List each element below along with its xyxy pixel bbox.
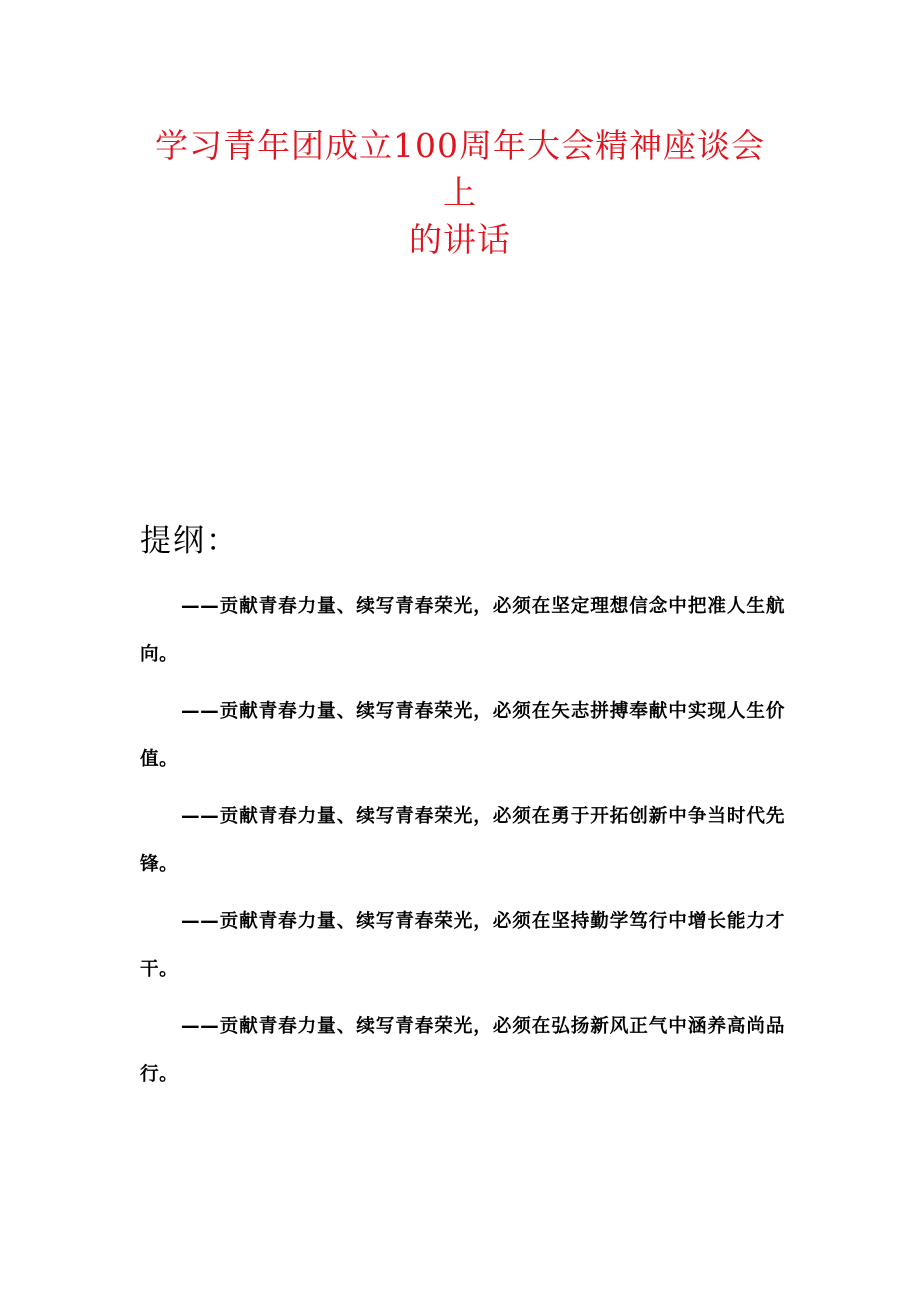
outline-item-1: ——贡献青春力量、续写青春荣光，必须在坚定理想信念中把准人生航向。 xyxy=(140,596,785,665)
outline-heading: 提纲： xyxy=(140,523,239,559)
outline-list xyxy=(140,583,785,1108)
title-line-1: 学习青年团成立100周年大会精神座谈会 xyxy=(155,126,765,165)
title-line-3: 的讲话 xyxy=(409,220,511,259)
outline-item-2: ——贡献青春力量、续写青春荣光，必须在矢志拼搏奉献中实现人生价值。 xyxy=(140,701,785,770)
title-line-2: 上 xyxy=(443,173,477,212)
outline-item-4: ——贡献青春力量、续写青春荣光，必须在坚持勤学笃行中增长能力才干。 xyxy=(140,911,785,980)
outline-item-3: ——贡献青春力量、续写青春荣光，必须在勇于开拓创新中争当时代先锋。 xyxy=(140,806,785,875)
outline-item-5: ——贡献青春力量、续写青春荣光，必须在弘扬新风正气中涵养高尚品行。 xyxy=(140,1016,785,1085)
document-title xyxy=(100,122,820,263)
